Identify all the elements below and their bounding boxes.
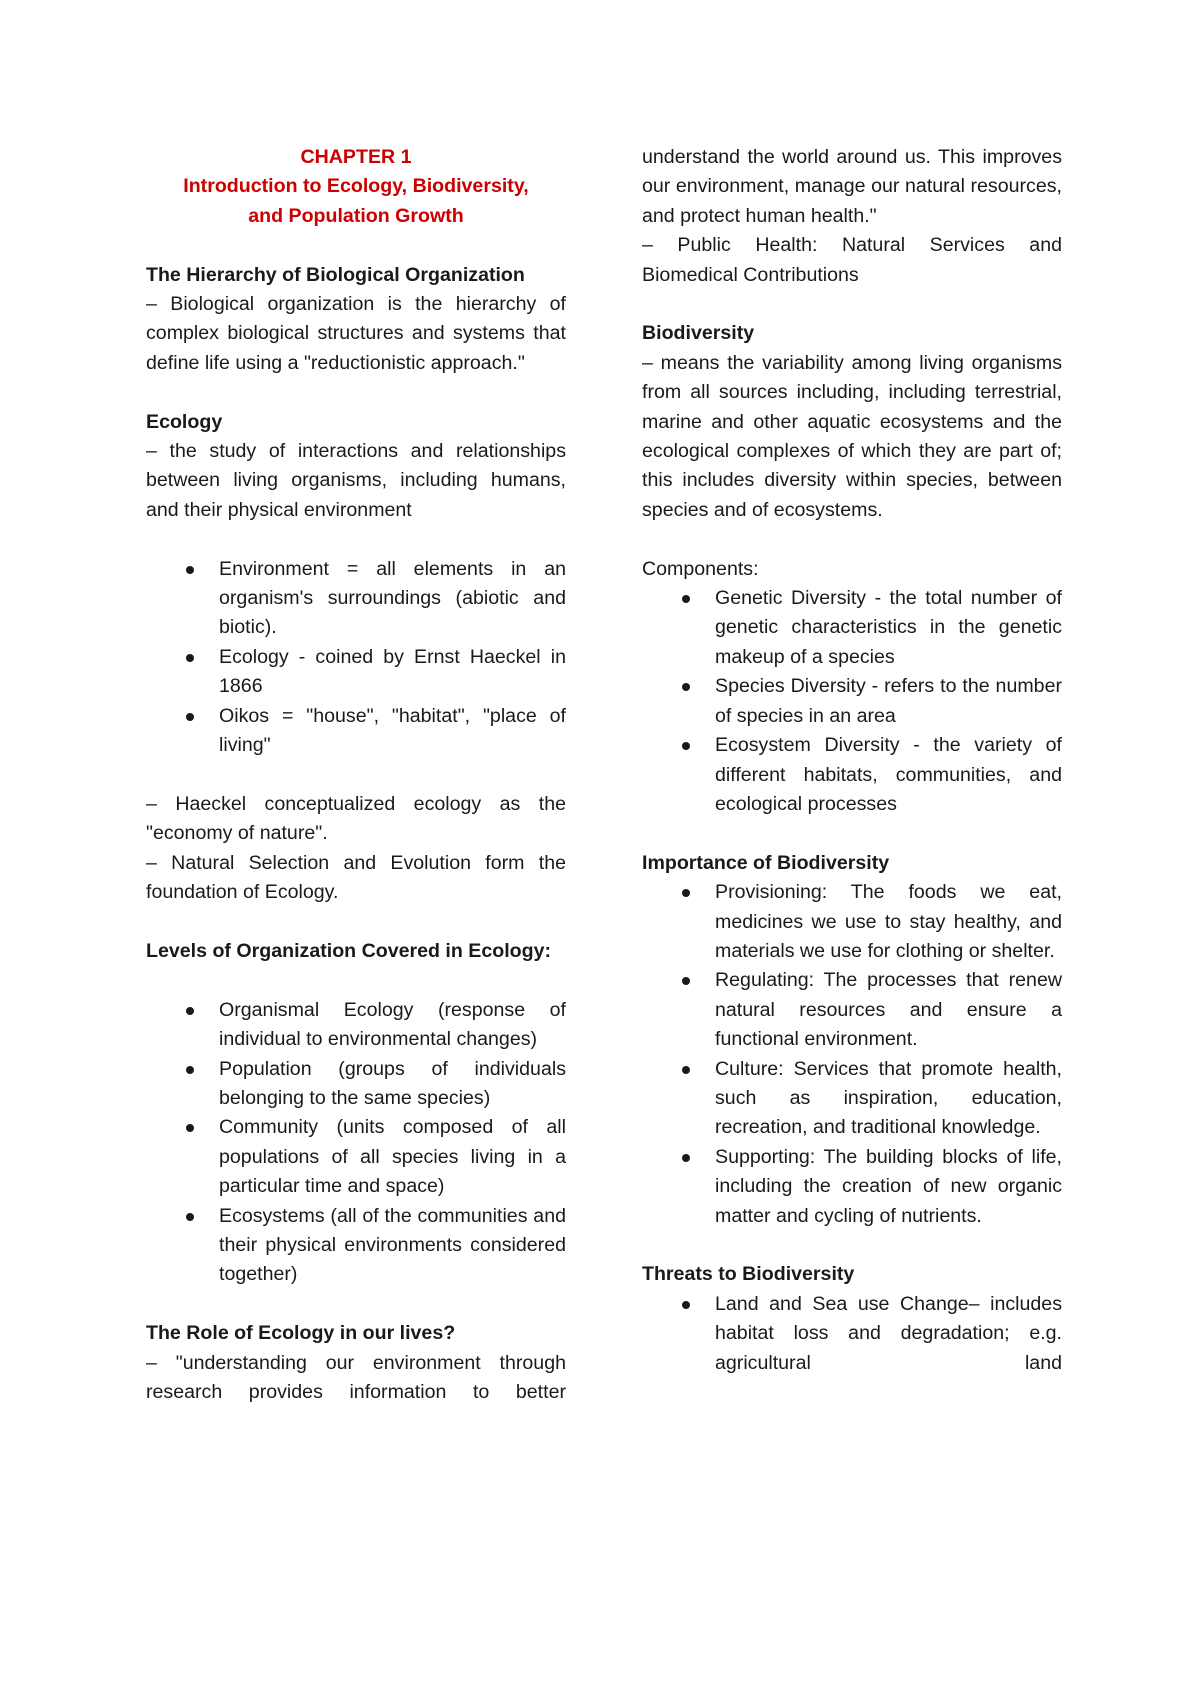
ecology-bullet-list: [146, 555, 566, 761]
threats-bullet-list: [642, 1290, 1062, 1378]
ecology-heading: Ecology: [146, 410, 223, 433]
importance-heading: Importance of Biodiversity: [642, 851, 890, 874]
haeckel-text: – Haeckel conceptualized ecology as the "economy of nature".: [146, 792, 566, 845]
hierarchy-text: – Biological organization is the hierarchy of complex biological structures and systems that define life using a "reductionistic approach.": [146, 293, 566, 374]
list-item: Genetic Diversity - the total number of genetic characteristics in the genetic makeup of a species: [642, 584, 1062, 672]
components-label: Components:: [642, 557, 759, 580]
list-item: Ecosystem Diversity - the variety of different habitats, communities, and ecological processes: [642, 731, 1062, 819]
list-item: Population (groups of individuals belonging to the same species): [146, 1055, 566, 1114]
list-item: Ecosystems (all of the communities and their physical environments considered together): [146, 1202, 566, 1290]
natural-selection-text: – Natural Selection and Evolution form the foundation of Ecology.: [146, 851, 566, 904]
list-item: Regulating: The processes that renew natural resources and ensure a functional environment.: [642, 966, 1062, 1054]
levels-heading: Levels of Organization Covered in Ecology:: [146, 939, 552, 962]
public-health-text: – Public Health: Natural Services and Biomedical Contributions: [642, 234, 1062, 286]
chapter-title-line-1: Introduction to Ecology, Biodiversity,: [183, 175, 529, 198]
importance-bullet-list: [642, 878, 1062, 1231]
hierarchy-heading: The Hierarchy of Biological Organization: [146, 263, 525, 286]
list-item: Land and Sea use Change– includes habitat loss and degradation; e.g. agricultural land: [642, 1290, 1062, 1378]
list-item: Supporting: The building blocks of life, including the creation of new organic matter and cycling of nutrients.: [642, 1143, 1062, 1231]
left-column: [146, 143, 566, 1407]
list-item: Ecology - coined by Ernst Haeckel in 1866: [146, 643, 566, 702]
role-heading: The Role of Ecology in our lives?: [146, 1322, 456, 1345]
list-item: Organismal Ecology (response of individual to environmental changes): [146, 996, 566, 1055]
list-item: Oikos = "house", "habitat", "place of living": [146, 702, 566, 761]
list-item: Provisioning: The foods we eat, medicines we use to stay healthy, and materials we use for clothing or shelter.: [642, 878, 1062, 966]
chapter-title-line-2: and Population Growth: [248, 204, 464, 227]
biodiversity-heading: Biodiversity: [642, 322, 755, 345]
list-item: Species Diversity - refers to the number of species in an area: [642, 672, 1062, 731]
levels-bullet-list: [146, 996, 566, 1290]
components-bullet-list: [642, 584, 1062, 819]
list-item: Community (units composed of all populations of all species living in a particular time and space): [146, 1113, 566, 1201]
list-item: Culture: Services that promote health, such as inspiration, education, recreation, and traditional knowledge.: [642, 1055, 1062, 1143]
threats-heading: Threats to Biodiversity: [642, 1263, 855, 1286]
role-text-continued: understand the world around us. This improves our environment, manage our natural resources, and protect human health.": [642, 146, 1062, 227]
biodiversity-text: – means the variability among living organisms from all sources including, including terrestrial, marine and other aquatic ecosystems and the ecological complexes of which they are part of; this includes diversity within species, between species and of ecosystems.: [642, 351, 1062, 521]
right-column: [642, 143, 1062, 1378]
chapter-label: CHAPTER 1: [300, 146, 412, 168]
ecology-text: – the study of interactions and relationships between living organisms, including humans, and their physical environment: [146, 440, 566, 521]
role-text-start: – "understanding our environment through research provides information to better: [146, 1351, 566, 1403]
list-item: Environment = all elements in an organism's surroundings (abiotic and biotic).: [146, 555, 566, 643]
